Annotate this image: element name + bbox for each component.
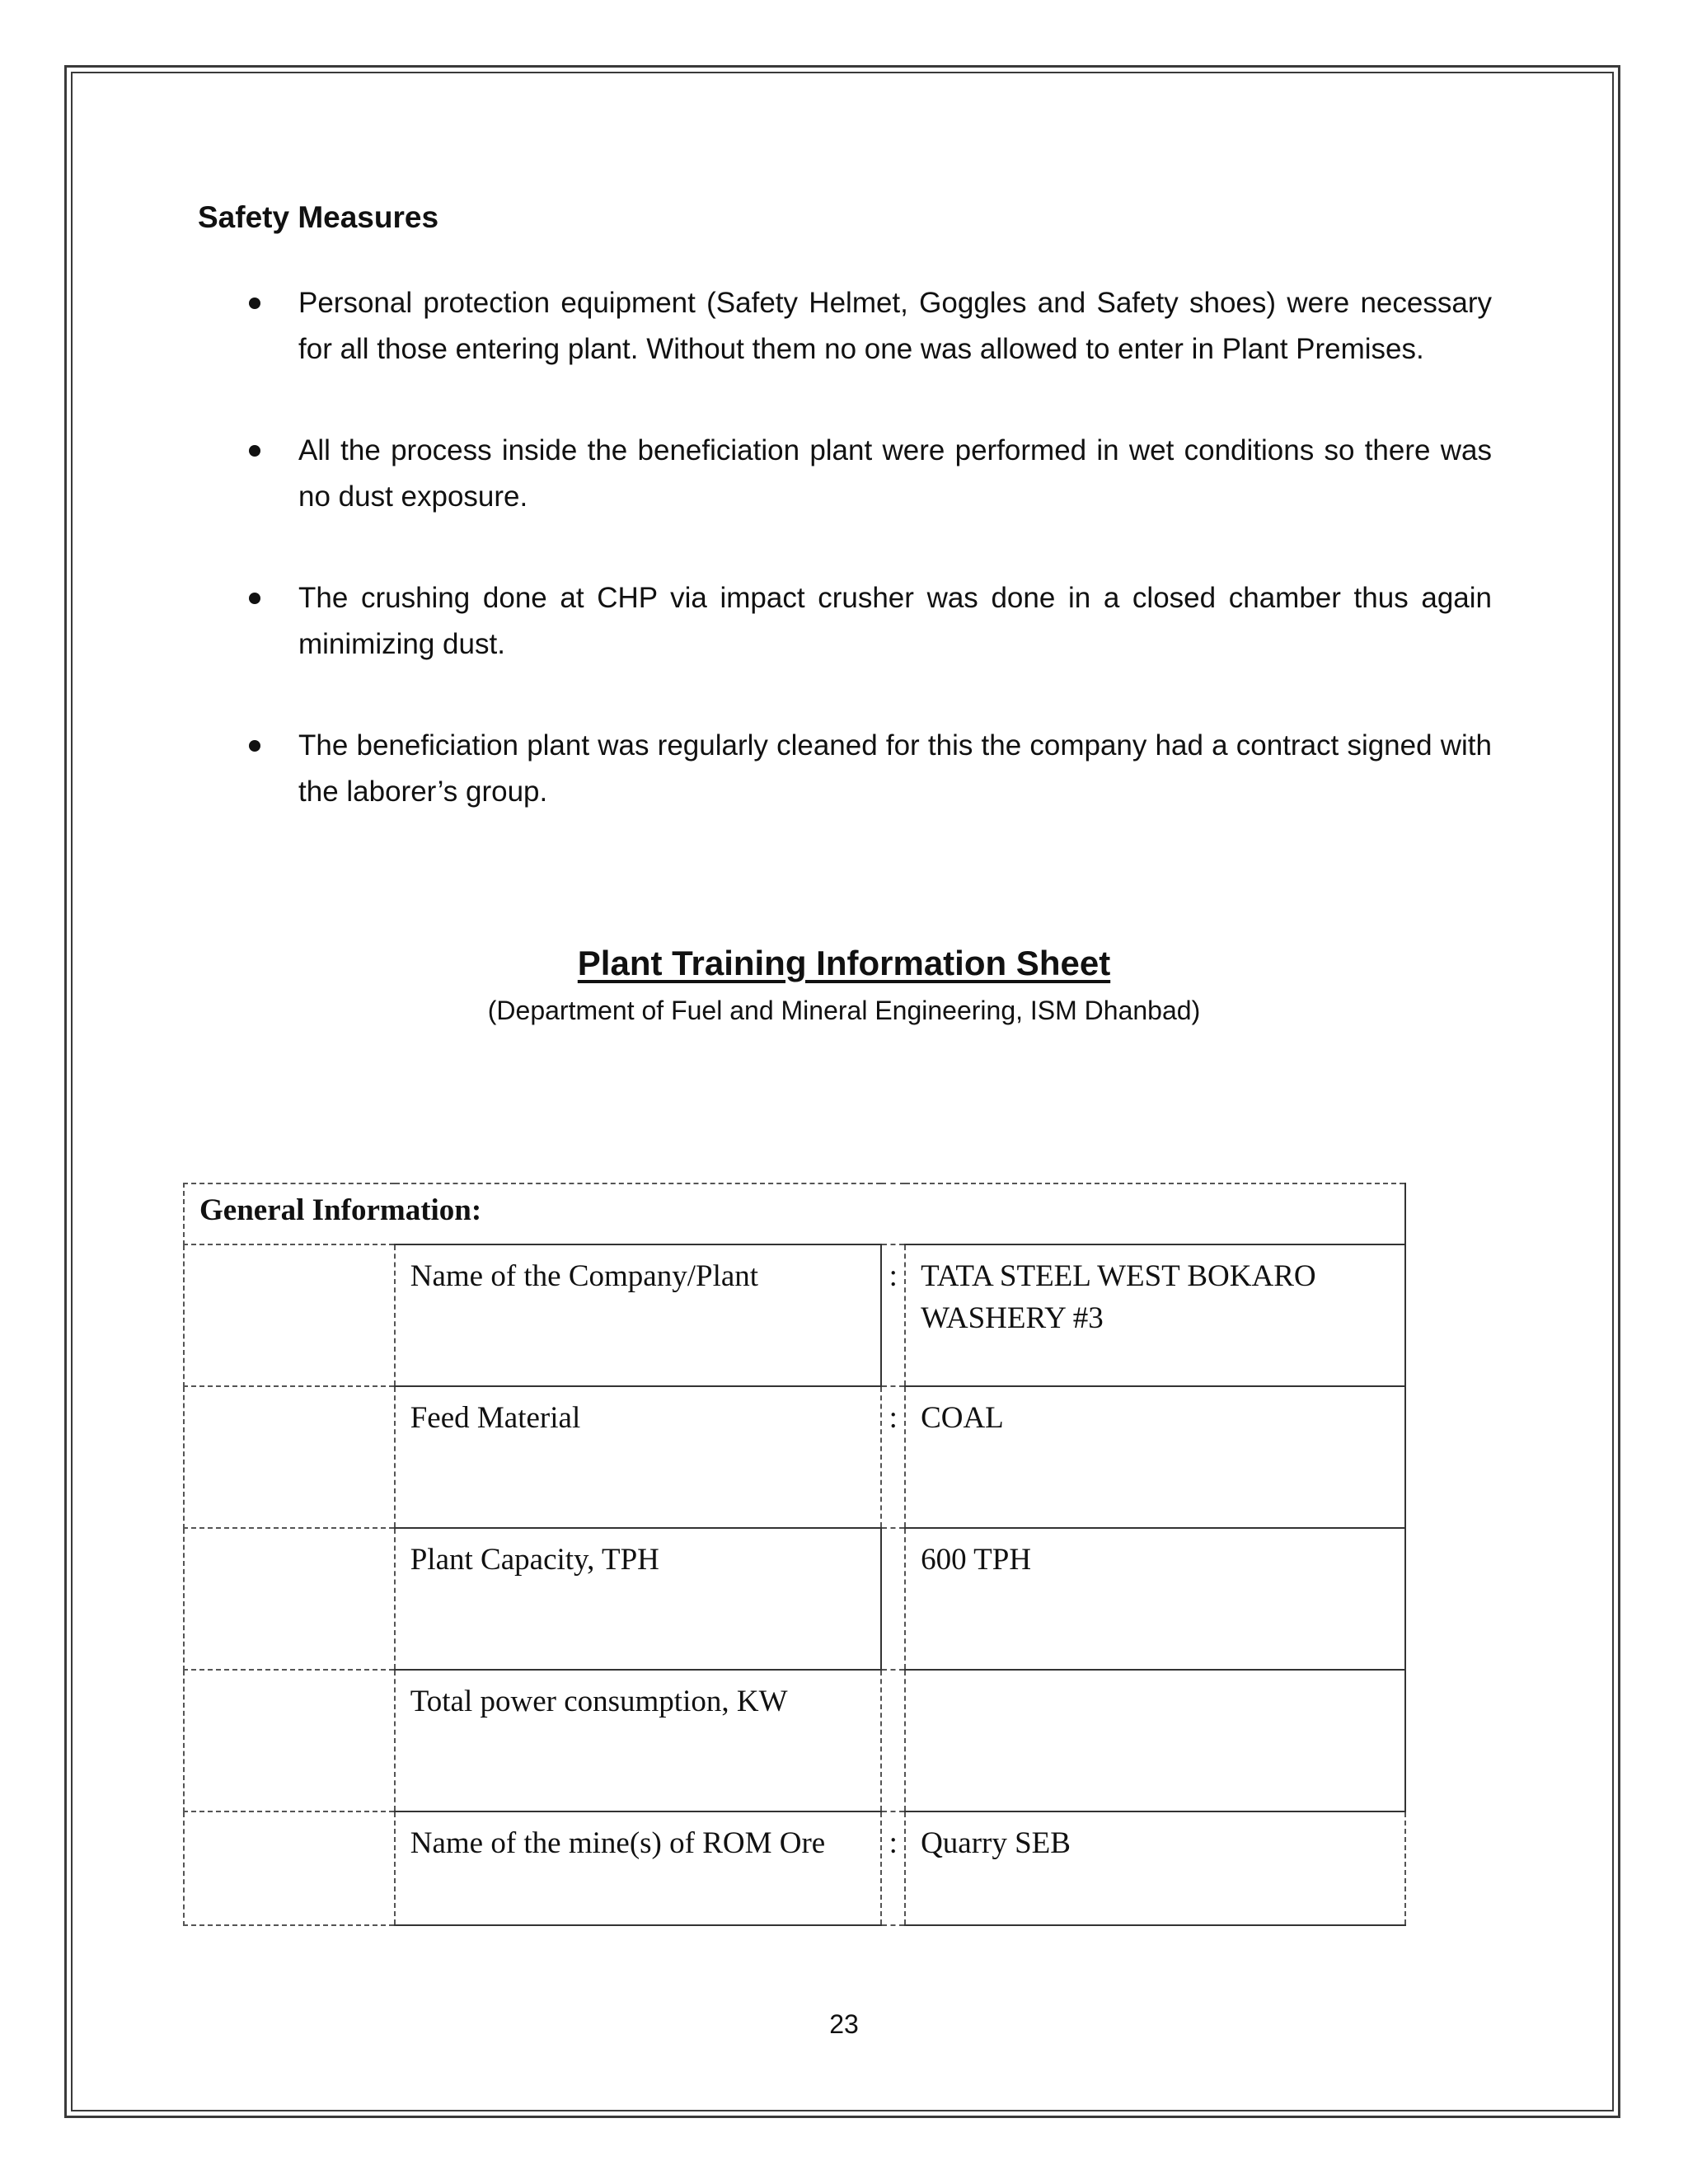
general-information-table xyxy=(183,1183,1406,1926)
sheet-title: Plant Training Information Sheet xyxy=(577,944,1111,982)
field-label: Total power consumption, KW xyxy=(395,1670,882,1811)
field-label: Plant Capacity, TPH xyxy=(395,1528,882,1670)
table-row xyxy=(184,1670,1405,1811)
bullet-text: The crushing done at CHP via impact crusher was done in a closed chamber thus again minimizing dust. xyxy=(298,582,1492,660)
bullet-icon xyxy=(249,593,260,604)
separator-colon xyxy=(881,1670,905,1811)
blank-cell xyxy=(184,1528,395,1670)
separator-colon: : xyxy=(881,1244,905,1386)
separator-colon xyxy=(881,1528,905,1670)
bullet-text: Personal protection equipment (Safety Helmet, Goggles and Safety shoes) were necessary for all those entering plant. Without them no one was allowed to enter in Plant Premises. xyxy=(298,287,1492,365)
table-header-row xyxy=(184,1183,1405,1244)
blank-cell xyxy=(184,1386,395,1528)
bullet-icon xyxy=(249,298,260,309)
table-row xyxy=(184,1386,1405,1528)
sheet-subtitle: (Department of Fuel and Mineral Engineering, ISM Dhanbad) xyxy=(487,996,1201,1025)
field-label: Feed Material xyxy=(395,1386,882,1528)
blank-cell xyxy=(184,1811,395,1925)
bullet-icon xyxy=(249,740,260,752)
blank-cell xyxy=(184,1670,395,1811)
bullet-icon xyxy=(249,445,260,457)
table-row xyxy=(184,1811,1405,1925)
table-row xyxy=(184,1528,1405,1670)
safety-bullet-list xyxy=(198,280,1492,870)
list-item xyxy=(198,428,1492,520)
separator-colon: : xyxy=(881,1811,905,1925)
table-row xyxy=(184,1244,1405,1386)
bullet-text: All the process inside the beneficiation plant were performed in wet conditions so there was no dust exposure. xyxy=(298,434,1492,513)
list-item xyxy=(198,723,1492,815)
section-heading: Safety Measures xyxy=(198,200,439,234)
blank-cell xyxy=(184,1244,395,1386)
field-value: Quarry SEB xyxy=(905,1811,1405,1925)
separator-colon: : xyxy=(881,1386,905,1528)
field-label: Name of the Company/Plant xyxy=(395,1244,882,1386)
page-number: 23 xyxy=(829,2009,859,2039)
field-value xyxy=(905,1670,1405,1811)
field-value: COAL xyxy=(905,1386,1405,1528)
table-header: General Information: xyxy=(184,1183,1405,1244)
list-item xyxy=(198,280,1492,373)
field-value: 600 TPH xyxy=(905,1528,1405,1670)
bullet-text: The beneficiation plant was regularly cleaned for this the company had a contract signed with the laborer’s group. xyxy=(298,729,1492,808)
field-value: TATA STEEL WEST BOKARO WASHERY #3 xyxy=(905,1244,1405,1386)
field-label: Name of the mine(s) of ROM Ore xyxy=(395,1811,882,1925)
list-item xyxy=(198,575,1492,668)
